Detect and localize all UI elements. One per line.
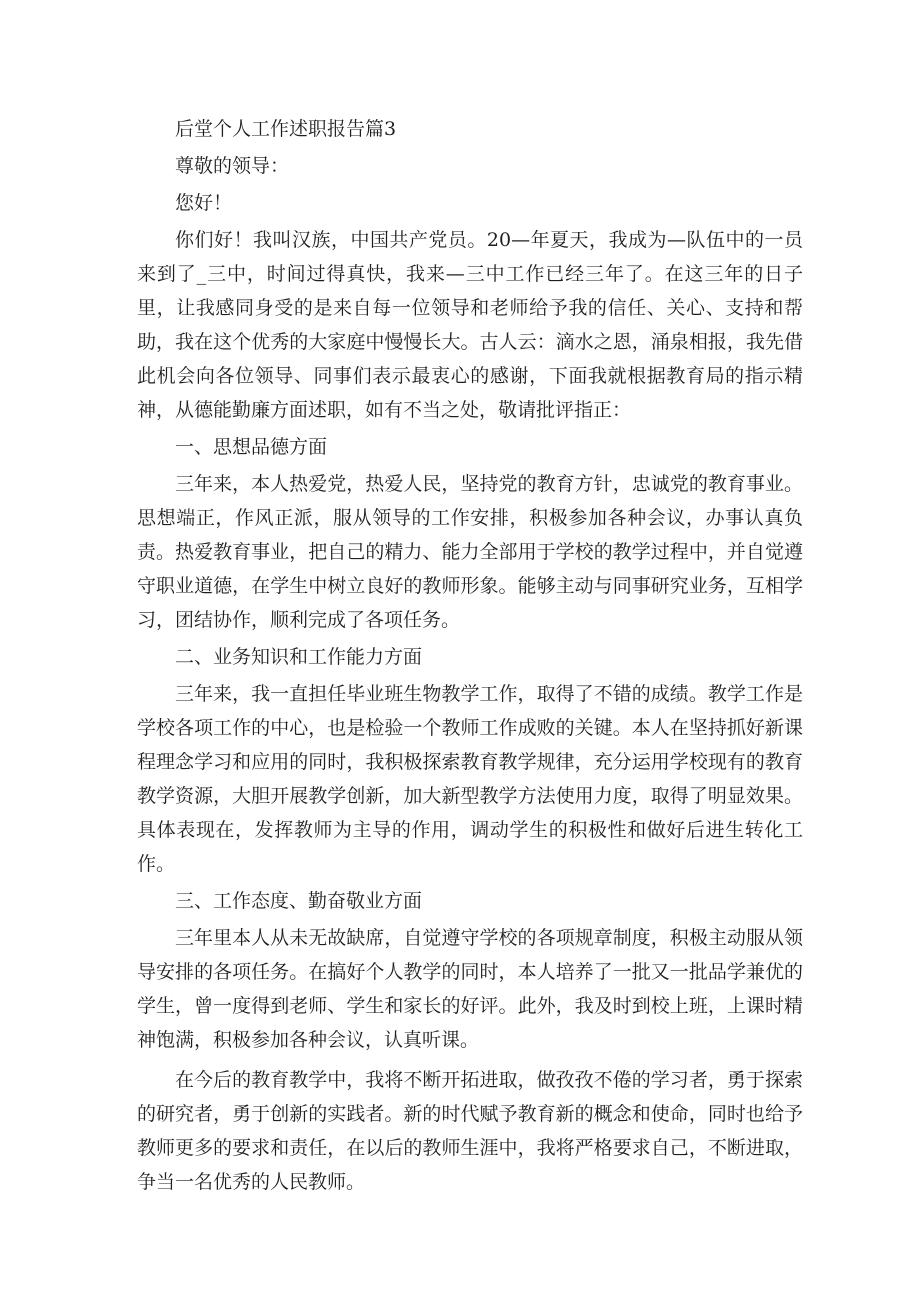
paragraph-closing: 在今后的教育教学中，我将不断开拓进取，做孜孜不倦的学习者，勇于探索的研究者，勇于创新的实践者。新的时代赋予教育新的概念和使命，同时也给予教师更多的要求和责任，在以后的教师生涯中，我将严格要求自己，不断进取，争当一名优秀的人民教师。: [137, 1069, 803, 1193]
section-heading-3: 三、工作态度、勤奋敬业方面: [175, 890, 423, 912]
paragraph-intro: 你们好！我叫汉族，中国共产党员。20—年夏天，我成为—队伍中的一员来到了_三中，时间过得真快，我来—三中工作已经三年了。在这三年的日子里，让我感同身受的是来自每一位领导和老师给予我的信任、关心、支持和帮助，我在这个优秀的大家庭中慢慢长大。古人云：滴水之恩，涌泉相报，我先借此机会向各位领导、同事们表示最衷心的感谢，下面我就根据教育局的指示精神，从德能勤廉方面述职，如有不当之处，敬请批评指正：: [137, 229, 803, 421]
paragraph-section-2: 三年来，我一直担任毕业班生物教学工作，取得了不错的成绩。教学工作是学校各项工作的中心，也是检验一个教师工作成败的关键。本人在坚持抓好新课程理念学习和应用的同时，我积极探索教育教学规律，充分运用学校现有的教育教学资源，大胆开展教学创新，加大新型教学方法使用力度，取得了明显效果。具体表现在，发挥教师为主导的作用，调动学生的积极性和做好后进生转化工作。: [137, 683, 803, 875]
section-heading-2: 二、业务知识和工作能力方面: [175, 646, 423, 668]
greeting: 您好！: [175, 192, 233, 214]
document-body: [137, 112, 803, 1199]
paragraph-section-3: 三年里本人从未无故缺席，自觉遵守学校的各项规章制度，积极主动服从领导安排的各项任务。在搞好个人教学的同时，本人培养了一批又一批品学兼优的学生，曾一度得到老师、学生和家长的好评。此外，我及时到校上班，上课时精神饱满，积极参加各种会议，认真听课。: [137, 927, 803, 1051]
document-title: 后堂个人工作述职报告篇3: [175, 118, 397, 140]
section-heading-1: 一、思想品德方面: [175, 436, 328, 458]
paragraph-section-1: 三年来，本人热爱党，热爱人民，坚持党的教育方针，忠诚党的教育事业。思想端正，作风正派，服从领导的工作安排，积极参加各种会议，办事认真负责。热爱教育事业，把自己的精力、能力全部用于学校的教学过程中，并自觉遵守职业道德，在学生中树立良好的教师形象。能够主动与同事研究业务，互相学习，团结协作，顺利完成了各项任务。: [137, 473, 803, 631]
salutation: 尊敬的领导：: [175, 155, 290, 177]
